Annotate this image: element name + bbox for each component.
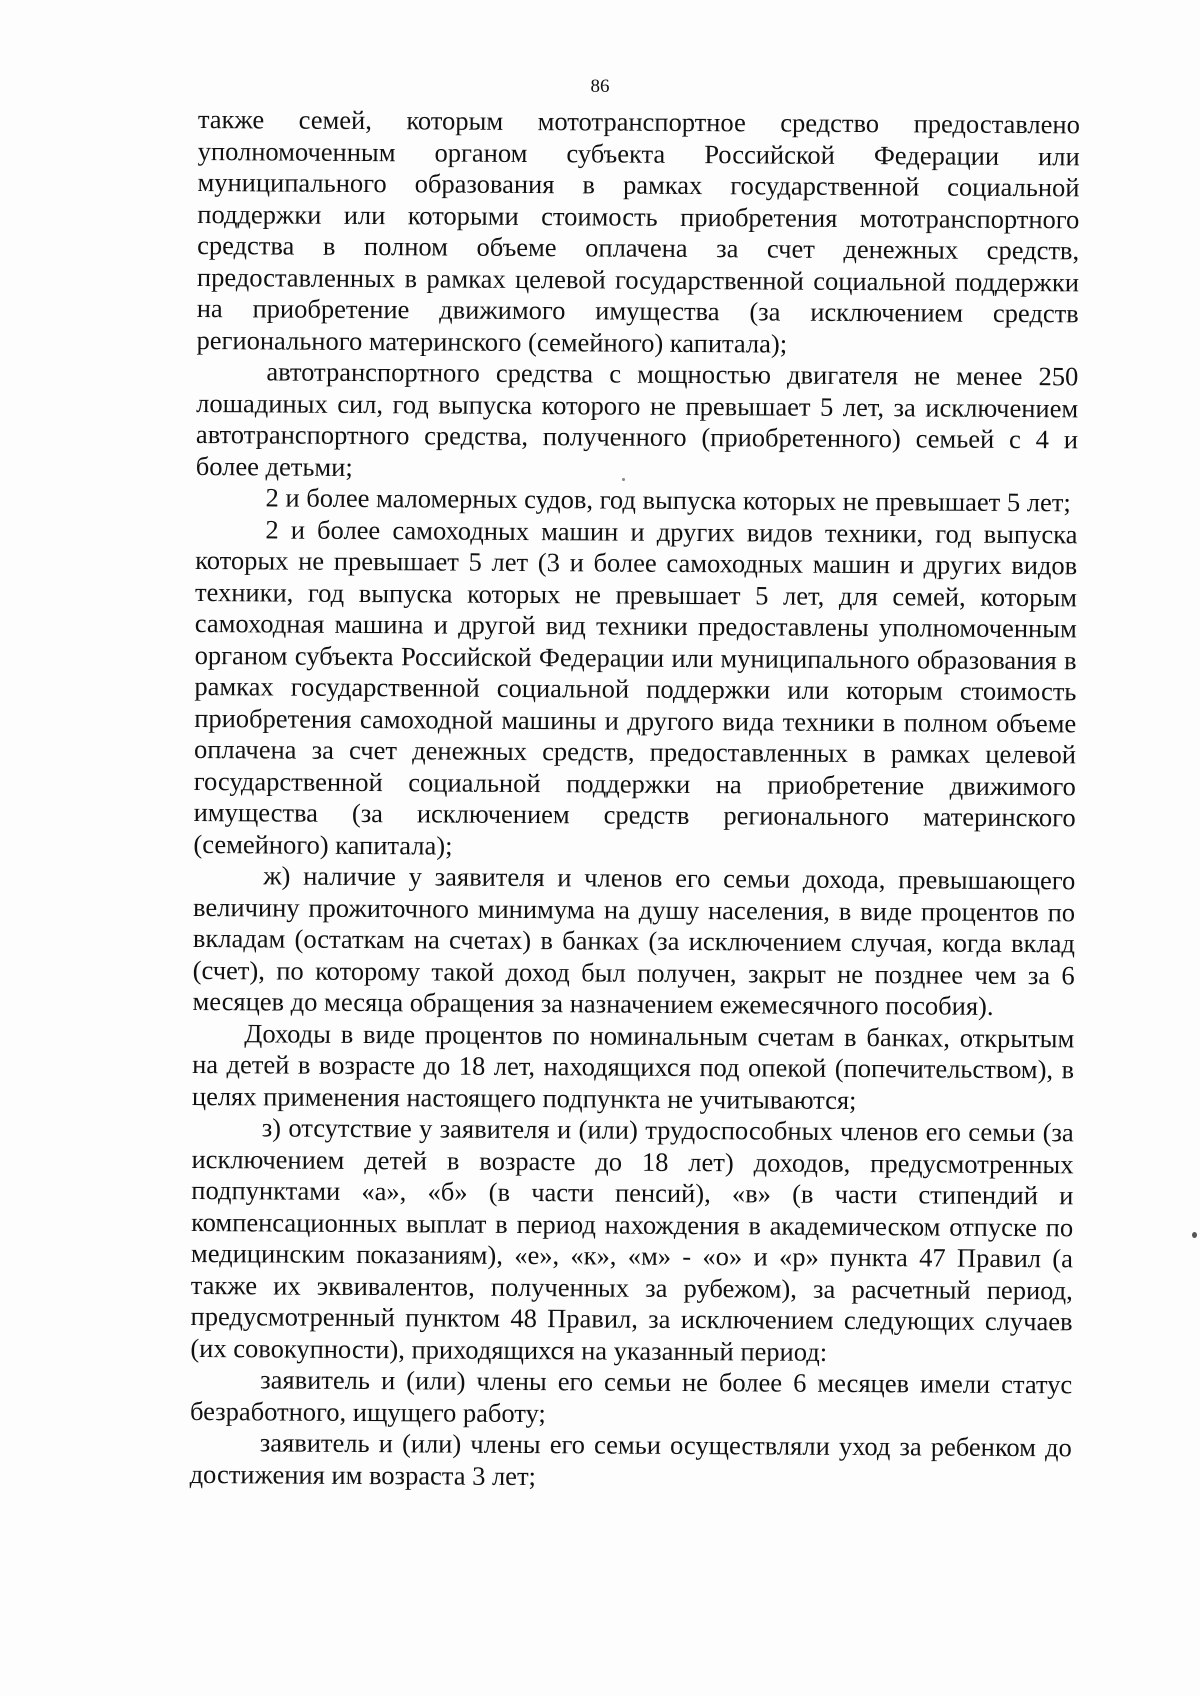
paragraph-5: ж) наличие у заявителя и членов его семьи дохода, превышающего величину прожиточного минимума на душу населения, в виде процентов по вкладам (остаткам на счетах) в банках (за исключением случая, когда вклад (счет), по которому такой доход был получен, закрыт не позднее чем за 6 месяцев до месяца обращения за назначением ежемесячного пособия). xyxy=(192,860,1076,1021)
scan-speck xyxy=(622,478,625,481)
scan-speck xyxy=(1192,1232,1197,1238)
paragraph-1: также семей, которым мототранспортное средство предоставлено уполномоченным органом субъекта Российской Федерации или муниципального образования в рамках государственной социальной поддержки или которыми стоимость приобретения мототранспортного средства в полном объеме оплачена за счет денежных средств, предоставленных в рамках целевой государственной социальной поддержки на приобретение движимого имущества (за исключением средств регионального материнского (семейного) капитала); xyxy=(196,104,1080,359)
paragraph-3: 2 и более маломерных судов, год выпуска которых не превышает 5 лет; xyxy=(265,482,1071,518)
paragraph-2: автотранспортного средства с мощностью двигателя не менее 250 лошадиных сил, год выпуска которого не превышает 5 лет, за исключением автотранспортного средства, полученного (приобретенного) семьей с 4 и более детьми; xyxy=(195,356,1079,482)
paragraph-8: заявитель и (или) члены его семьи не более 6 месяцев имели статус безработного, ищущего работу; xyxy=(189,1364,1073,1428)
page-number: 86 xyxy=(590,76,610,97)
document-body xyxy=(190,104,1080,1495)
paragraph-9: заявитель и (или) члены его семьи осуществляли уход за ребенком до достижения им возраста 3 лет; xyxy=(189,1427,1072,1491)
paragraph-6: Доходы в виде процентов по номинальным счетам в банках, открытым на детей в возрасте до 18 лет, находящихся под опекой (попечительством), в целях применения настоящего подпункта не учитываются; xyxy=(191,1017,1075,1115)
paragraph-4: 2 и более самоходных машин и других видов техники, год выпуска которых не превышает 5 лет (3 и более самоходных машин и других видов техники, год выпуска которых не превышает 5 лет, для семей, которым самоходная машина и другой вид техники предоставлены уполномоченным органом субъекта Российской Федерации или муниципального образования в рамках государственной социальной поддержки или которым стоимость приобретения самоходной машины и другого вида техники в полном объеме оплачена за счет денежных средств, предоставленных в рамках целевой государственной социальной поддержки на приобретение движимого имущества (за исключением средств регионального материнского (семейного) капитала); xyxy=(193,513,1078,861)
paragraph-7: з) отсутствие у заявителя и (или) трудоспособных членов его семьи (за исключением детей в возрасте до 18 лет) доходов, предусмотренных подпунктами «а», «б» (в части пенсий), «в» (в части стипендий и компенсационных выплат в период нахождения в академическом отпуске по медицинским показаниям), «е», «к», «м» - «о» и «р» пункта 47 Правил (а также их эквивалентов, полученных за рубежом), за расчетный период, предусмотренный пунктом 48 Правил, за исключением следующих случаев (их совокупности), приходящихся на указанный период: xyxy=(190,1112,1074,1367)
